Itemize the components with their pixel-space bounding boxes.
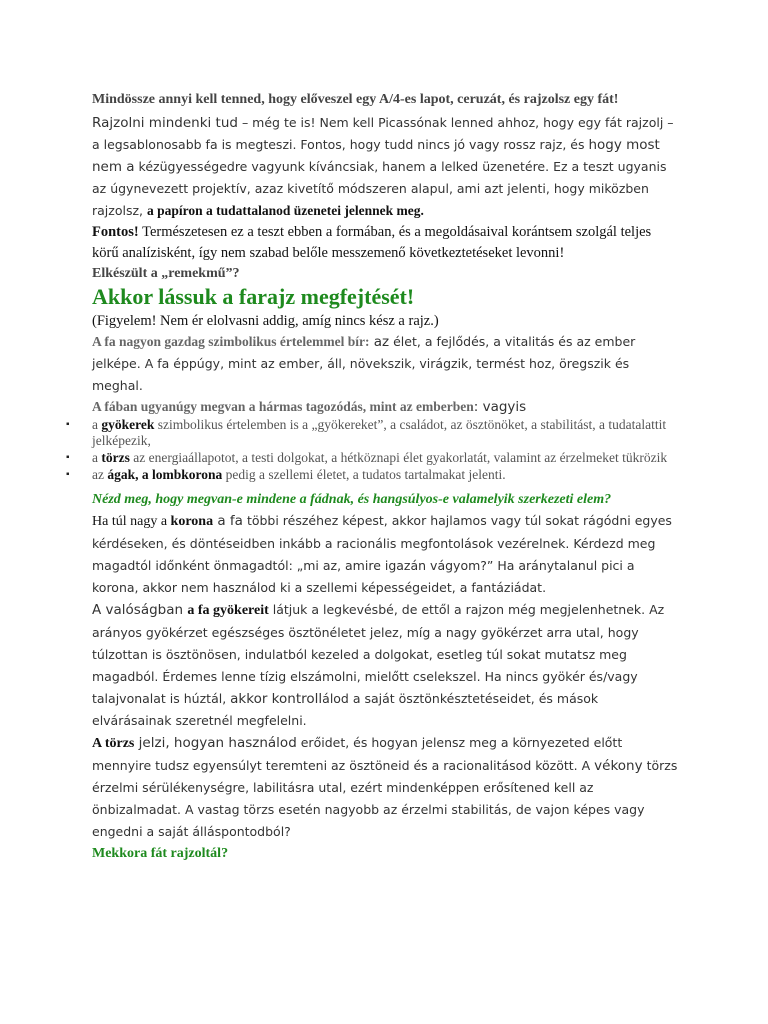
- roots-paragraph: [92, 599, 680, 732]
- text-span: A törzs: [92, 736, 135, 751]
- text-span: hogy most nem a: [92, 137, 660, 175]
- article-body: [66, 90, 680, 864]
- text-span: vékony: [594, 758, 643, 774]
- text-span: az: [92, 467, 108, 482]
- list-item: ▪ a gyökerek szimbolikus értelemben is a „gyökereket”, a családot, az ösztönöket, a stabilitást, a tudatalattit jelképezik,: [66, 417, 667, 448]
- text-span: törzs érzelmi sérülékenységre, labilitásra utal, ezért mindenképpen erősítened kell az önbizalmadat. A vastag törzs esetén nagyobb az érzelmi stabilitás, de vajon képes vagy engedni a saját álláspontodból?: [92, 758, 678, 839]
- symbolism-paragraph: [92, 331, 680, 397]
- text-span: álod a saját ösztönkésztetéseidet, és mások elvárásainak szeretnél megfelelni.: [92, 691, 599, 728]
- text-span: látjuk a legkevésbé, de ettől a rajzon még megjelenhetnek. Az arányos gyökérzet egészséges ösztönéletet jelez, míg a nagy gyökérzet arra utal, hogy túlzottan is ösztönösen, indulatból kezeled a dolgokat, esetleg túl sokat mutatsz meg magadból. Érdemes lenne tízig elszámolni, mielőtt cselekszel. Ha nincs gyökér és/vagy talajvonalat is húztál,: [92, 602, 665, 706]
- text-span: – még te is! Nem kell Picassónak lenned ahhoz, hogy egy fát rajzolj – a legsablonosabb fa is megteszi. Fontos, hogy tudd nincs jó vagy rossz rajz, és: [92, 115, 674, 152]
- list-item: ▪ a törzs az energiaállapotot, a testi dolgokat, a hétköznapi élet gyakorlatát, valamint az érzelmeket tükrözik: [66, 450, 668, 465]
- text-span: A valóságban: [92, 602, 188, 618]
- text-span: a: [92, 417, 102, 432]
- crown-paragraph: [92, 510, 680, 599]
- text-span: korona: [170, 514, 214, 529]
- text-span: akkor kontroll: [230, 691, 323, 707]
- green-question: Nézd meg, hogy megvan-e mindene a fádnak, és hangsúlyos-e valamelyik szerkezeti elem?: [92, 492, 612, 507]
- warning-text: Természetesen ez a teszt ebben a formában, és a megoldásaival korántsem szolgál teljes körű analízisként, így nem szabad belőle messzemenő következtetéseket levonni!: [92, 224, 652, 261]
- text-span: a papíron a tudattalanod üzenetei jelennek meg.: [146, 203, 424, 218]
- size-question: Mekkora fát rajzoltál?: [92, 846, 229, 861]
- list-item: ▪ az ágak, a lombkorona pedig a szellemi életet, a tudatos tartalmakat jelenti.: [66, 467, 506, 482]
- text-span: törzs: [101, 450, 130, 465]
- text-span: pedig a szellemi életet, a tudatos tartalmakat jelenti.: [222, 467, 506, 482]
- intro-paragraph: Mindössze annyi kell tenned, hogy előveszel egy A/4-es lapot, ceruzát, és rajzolsz egy fát!: [92, 92, 619, 107]
- text-span: az energiaállapotot, a testi dolgokat, a hétköznapi élet gyakorlatát, valamint az érzelmeket tükrözik: [129, 450, 668, 465]
- text-span: szimbolikus értelemben is a „gyökereket”, a családot, az ösztönöket, a stabilitást, a tudatalattit jelképezik,: [92, 417, 667, 448]
- instruction-paragraph: [92, 112, 680, 222]
- page-heading: Akkor lássuk a farajz megfejtését!: [92, 284, 415, 309]
- text-span: : vagyis: [473, 399, 527, 415]
- text-span: gyökerek: [101, 417, 155, 432]
- note-paragraph: (Figyelem! Nem ér elolvasni addig, amíg nincs kész a rajz.): [92, 313, 439, 329]
- text-span: többi részéhez képest, akkor hajlamos vagy túl sokat rágódni egyes kérdéseken, és döntéseidben inkább a racionális megfontolások vezérelnek. Kérdezd meg magadtól időnként önmagadtól: „mi az, amire igazán vágyom?” Ha aránytalanul pici a korona, akkor nem használod ki a szellemi képességeidet, a fantáziádat.: [92, 513, 672, 595]
- text-span: a fa gyökereit: [187, 603, 269, 618]
- division-paragraph: [92, 397, 680, 417]
- text-span: a: [92, 450, 102, 465]
- text-span: élet, a fejlődés, a vitalitás és az ember jelképe. A fa éppúgy, mint az ember, áll, növekszik, virágzik, termést hoz, öregszik és meghal.: [92, 334, 636, 393]
- text-span: Rajzolni mindenki tud: [92, 115, 238, 131]
- warning-paragraph: [92, 222, 680, 264]
- text-span: ágak, a lombkorona: [107, 467, 223, 482]
- trunk-paragraph: [92, 732, 680, 843]
- text-span: A fa nagyon gazdag szimbolikus értelemmel bír:: [92, 334, 370, 349]
- done-question: Elkészült a „remekmű”?: [92, 266, 240, 281]
- tree-parts-list: [66, 417, 680, 483]
- text-span: Ha túl nagy a: [92, 514, 171, 529]
- text-span: erőidet, és hogyan jelensz meg a környezeted előtt mennyire tudsz egyensúlyt teremteni az ösztöneid és a racionalitásod között. A: [92, 735, 623, 773]
- text-span: kézügyességedre vagyunk kíváncsiak, hanem a lelked üzenetére. Ez a teszt ugyanis az úgynevezett projektív, azaz kivetítő módszeren alapul, ami azt jelenti, hogy miközben rajzolsz,: [92, 159, 667, 218]
- warning-label: Fontos!: [92, 224, 139, 240]
- text-span: az: [369, 334, 390, 350]
- text-span: A fában ugyanúgy megvan a hármas tagozódás, mint az emberben: [92, 399, 474, 414]
- text-span: a fa: [213, 513, 243, 529]
- text-span: jelzi, hogyan használod: [134, 735, 297, 751]
